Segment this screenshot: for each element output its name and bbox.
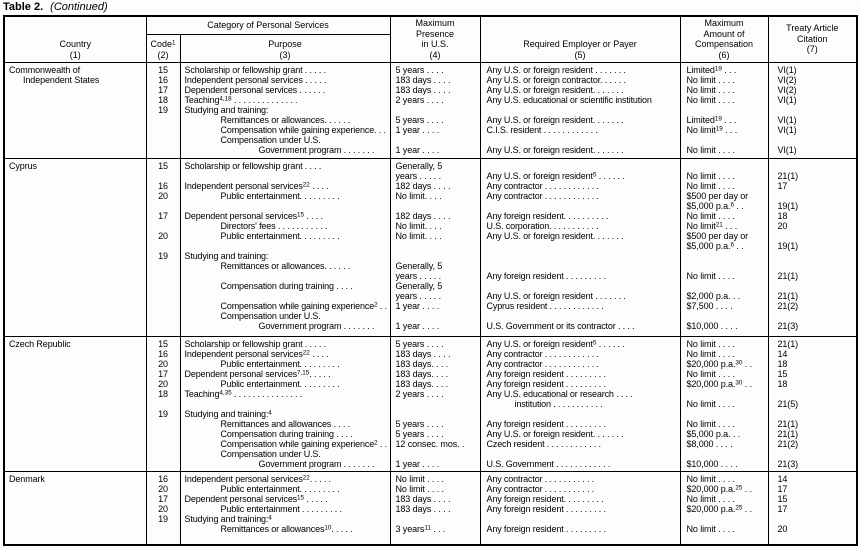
citation-cell: 21(1) (768, 271, 857, 281)
citation-cell (768, 159, 857, 172)
header-purpose: Purpose (3) (180, 35, 390, 63)
code-cell (146, 419, 180, 429)
purpose-cell: Studying and training: (180, 105, 390, 115)
code-cell (146, 399, 180, 409)
compensation-cell (680, 409, 768, 419)
presence-cell (390, 399, 480, 409)
purpose-cell: Studying and training:$^4$ (180, 514, 390, 524)
payer-cell (480, 135, 680, 145)
payer-cell: Any contractor . . . . . . . . . . . . (480, 191, 680, 201)
payer-cell (480, 159, 680, 172)
presence-cell: 183 days . . . . (390, 494, 480, 504)
presence-cell: No limit. . . . (390, 221, 480, 231)
citation-cell: 19(1) (768, 241, 857, 251)
code-cell (146, 261, 180, 271)
code-cell: 15 (146, 337, 180, 350)
citation-cell: VI(2) (768, 85, 857, 95)
code-cell: 19 (146, 251, 180, 261)
citation-cell: 14 (768, 472, 857, 485)
table-title-number: Table 2. (3, 1, 44, 13)
citation-cell: 21(1) (768, 291, 857, 301)
citation-cell: 17 (768, 181, 857, 191)
payer-cell (480, 281, 680, 291)
compensation-cell: $5,000 p.a.$^6$ . . (680, 241, 768, 251)
presence-cell: 5 years . . . . (390, 419, 480, 429)
payer-cell: Any U.S. or foreign resident . . . . . . . (480, 63, 680, 76)
compensation-cell: No limit . . . . (680, 419, 768, 429)
payer-cell: Any foreign resident . . . . . . . . . (480, 379, 680, 389)
header-presence: Maximum Presence in U.S. (4) (390, 16, 480, 63)
compensation-cell: No limit . . . . (680, 369, 768, 379)
purpose-cell: Directors' fees . . . . . . . . . . . (180, 221, 390, 231)
compensation-cell (680, 135, 768, 145)
table-title-continued: (Continued) (50, 1, 108, 13)
purpose-cell: Public entertainment. . . . . . . . . (180, 484, 390, 494)
citation-cell: 21(2) (768, 301, 857, 311)
country-cell: Czech Republic (4, 337, 146, 472)
citation-cell (768, 389, 857, 399)
compensation-cell: $500 per day or (680, 191, 768, 201)
compensation-cell (680, 514, 768, 524)
payer-cell: Any U.S. or foreign resident. . . . . . . (480, 231, 680, 241)
payer-cell: Any U.S. educational or scientific institution (480, 95, 680, 105)
compensation-cell: No limit . . . . (680, 337, 768, 350)
presence-cell: 183 days . . . . (390, 504, 480, 514)
code-cell: 15 (146, 159, 180, 172)
treaty-table (3, 15, 858, 546)
purpose-cell: Scholarship or fellowship grant . . . . . (180, 337, 390, 350)
code-cell (146, 201, 180, 211)
header-payer: Required Employer or Payer (5) (480, 16, 680, 63)
compensation-cell: $20,000 p.a.$^{30}$ . . (680, 359, 768, 369)
compensation-cell: $2,000 p.a. . . (680, 291, 768, 301)
compensation-cell (680, 311, 768, 321)
code-cell (146, 449, 180, 459)
citation-cell (768, 105, 857, 115)
code-cell (146, 171, 180, 181)
header-treaty: Treaty Article Citation (7) (768, 16, 857, 63)
code-cell (146, 271, 180, 281)
code-cell: 17 (146, 211, 180, 221)
code-cell: 19 (146, 105, 180, 115)
compensation-cell: $7,500 . . . . (680, 301, 768, 311)
citation-cell: 18 (768, 211, 857, 221)
payer-cell: Any U.S. or foreign contractor. . . . . . (480, 75, 680, 85)
citation-cell: VI(1) (768, 63, 857, 76)
compensation-cell: $20,000 p.a.$^{25}$ . . (680, 504, 768, 514)
code-cell (146, 281, 180, 291)
purpose-cell: Independent personal services$^{22}$. . . . . (180, 472, 390, 485)
header-country: Country (1) (4, 16, 146, 63)
purpose-cell: Remittances or allowances. . . . . . (180, 115, 390, 125)
presence-cell: 183 days . . . . (390, 85, 480, 95)
payer-cell: Any U.S. or foreign resident. . . . . . . (480, 115, 680, 125)
citation-cell (768, 409, 857, 419)
code-cell (146, 221, 180, 231)
presence-cell: 1 year . . . . (390, 125, 480, 135)
payer-cell: Cyprus resident . . . . . . . . . . . . (480, 301, 680, 311)
country-cell: Commonwealth of Independent States (4, 63, 146, 159)
header-compensation: Maximum Amount of Compensation (6) (680, 16, 768, 63)
purpose-cell: Public entertainment. . . . . . . . . (180, 359, 390, 369)
purpose-cell: Dependent personal services$^{15}$ . . . . . (180, 494, 390, 504)
table-row (4, 472, 857, 485)
payer-cell: Any foreign resident . . . . . . . . . (480, 419, 680, 429)
citation-cell (768, 449, 857, 459)
citation-cell: 18 (768, 359, 857, 369)
table-body (4, 63, 857, 546)
purpose-cell: Studying and training: (180, 251, 390, 261)
citation-cell: VI(1) (768, 115, 857, 125)
presence-cell: years . . . . . (390, 171, 480, 181)
code-cell: 18 (146, 95, 180, 105)
header-category: Category of Personal Services (146, 16, 390, 35)
presence-cell: Generally, 5 (390, 159, 480, 172)
purpose-cell: Compensation while gaining experience. . . (180, 125, 390, 135)
presence-cell (390, 135, 480, 145)
presence-cell: No limit. . . . (390, 231, 480, 241)
payer-cell: institution . . . . . . . . . . . (480, 399, 680, 409)
presence-cell: years . . . . . (390, 291, 480, 301)
compensation-cell (680, 105, 768, 115)
payer-cell: Any U.S. or foreign resident$^5$ . . . . . . (480, 171, 680, 181)
citation-cell: VI(1) (768, 95, 857, 105)
payer-cell: Any foreign resident . . . . . . . . . (480, 524, 680, 545)
purpose-cell: Compensation during training . . . . (180, 281, 390, 291)
code-cell: 19 (146, 409, 180, 419)
presence-cell: No limit . . . . (390, 484, 480, 494)
citation-cell: 18 (768, 379, 857, 389)
compensation-cell: No limit . . . . (680, 181, 768, 191)
compensation-cell: No limit . . . . (680, 349, 768, 359)
citation-cell: 21(3) (768, 459, 857, 472)
purpose-cell (180, 271, 390, 281)
payer-cell: Any foreign resident . . . . . . . . . (480, 271, 680, 281)
presence-cell: 183 days. . . . (390, 369, 480, 379)
presence-cell: 5 years . . . . (390, 337, 480, 350)
header-code: Code$^1$ (2) (146, 35, 180, 63)
payer-cell: Any U.S. or foreign resident . . . . . . . (480, 291, 680, 301)
citation-cell (768, 261, 857, 271)
purpose-cell (180, 241, 390, 251)
citation-cell (768, 191, 857, 201)
payer-cell (480, 105, 680, 115)
code-cell (146, 321, 180, 337)
presence-cell (390, 409, 480, 419)
presence-cell: 1 year . . . . (390, 301, 480, 311)
compensation-cell (680, 261, 768, 271)
presence-cell: years . . . . . (390, 271, 480, 281)
presence-cell: 3 years$^{11}$ . . . (390, 524, 480, 545)
presence-cell: 1 year . . . . (390, 145, 480, 159)
compensation-cell (680, 251, 768, 261)
code-cell (146, 135, 180, 145)
presence-cell (390, 251, 480, 261)
payer-cell: Any foreign resident . . . . . . . . . (480, 369, 680, 379)
code-cell (146, 439, 180, 449)
presence-cell: 182 days . . . . (390, 211, 480, 221)
compensation-cell: No limit$^{19}$ . . . (680, 125, 768, 135)
table-row (4, 63, 857, 76)
compensation-cell: $5,000 p.a.$^6$ . . (680, 201, 768, 211)
compensation-cell: No limit . . . . (680, 95, 768, 105)
purpose-cell: Compensation during training . . . . (180, 429, 390, 439)
compensation-cell: No limit . . . . (680, 85, 768, 95)
presence-cell: 12 consec. mos. . (390, 439, 480, 449)
purpose-cell (180, 399, 390, 409)
compensation-cell (680, 449, 768, 459)
purpose-cell: Public entertainment. . . . . . . . . (180, 191, 390, 201)
code-cell: 16 (146, 472, 180, 485)
compensation-cell: No limit . . . . (680, 271, 768, 281)
purpose-cell: Compensation while gaining experience$^2$ . . (180, 439, 390, 449)
payer-cell: U.S. corporation. . . . . . . . . . . (480, 221, 680, 231)
presence-cell: Generally, 5 (390, 261, 480, 271)
code-cell: 16 (146, 75, 180, 85)
presence-cell: 183 days . . . . (390, 349, 480, 359)
citation-cell (768, 311, 857, 321)
purpose-cell (180, 201, 390, 211)
payer-cell: Any U.S. or foreign resident. . . . . . . (480, 85, 680, 95)
presence-cell: No limit. . . . (390, 191, 480, 201)
code-cell: 18 (146, 389, 180, 399)
citation-cell: 19(1) (768, 201, 857, 211)
compensation-cell: Limited$^{19}$ . . . (680, 115, 768, 125)
purpose-cell: Government program . . . . . . . (180, 459, 390, 472)
purpose-cell: Compensation under U.S. (180, 311, 390, 321)
citation-cell (768, 514, 857, 524)
citation-cell (768, 251, 857, 261)
table-row (4, 159, 857, 172)
purpose-cell: Compensation under U.S. (180, 449, 390, 459)
purpose-cell (180, 291, 390, 301)
presence-cell: 183 days. . . . (390, 379, 480, 389)
citation-cell: 14 (768, 349, 857, 359)
code-cell (146, 311, 180, 321)
compensation-cell: No limit . . . . (680, 171, 768, 181)
code-cell: 20 (146, 484, 180, 494)
presence-cell (390, 514, 480, 524)
code-cell: 20 (146, 359, 180, 369)
payer-cell: Any U.S. or foreign resident. . . . . . . (480, 145, 680, 159)
payer-cell: Any contractor . . . . . . . . . . . (480, 484, 680, 494)
table-title (3, 1, 108, 13)
citation-cell: VI(1) (768, 125, 857, 135)
payer-cell: Any contractor . . . . . . . . . . . . (480, 359, 680, 369)
citation-cell: 21(1) (768, 429, 857, 439)
citation-cell: 15 (768, 369, 857, 379)
presence-cell: 2 years . . . . (390, 95, 480, 105)
compensation-cell: Limited$^{19}$ . . . (680, 63, 768, 76)
payer-cell: U.S. Government . . . . . . . . . . . . (480, 459, 680, 472)
presence-cell (390, 201, 480, 211)
presence-cell: No limit . . . . (390, 472, 480, 485)
purpose-cell: Remittances or allowances. . . . . . (180, 261, 390, 271)
purpose-cell: Public entertainment. . . . . . . . . (180, 231, 390, 241)
code-cell (146, 145, 180, 159)
citation-cell: 15 (768, 494, 857, 504)
payer-cell (480, 514, 680, 524)
table-row (4, 337, 857, 350)
payer-cell: Any U.S. or foreign resident. . . . . . . (480, 429, 680, 439)
purpose-cell: Remittances and allowances . . . . (180, 419, 390, 429)
citation-cell: VI(1) (768, 145, 857, 159)
purpose-cell: Dependent personal services . . . . . . (180, 85, 390, 95)
citation-cell: 21(1) (768, 419, 857, 429)
purpose-cell: Scholarship or fellowship grant . . . . . (180, 63, 390, 76)
code-cell (146, 524, 180, 545)
compensation-cell: $500 per day or (680, 231, 768, 241)
code-cell: 19 (146, 514, 180, 524)
payer-cell: Any foreign resident . . . . . . . . . (480, 504, 680, 514)
compensation-cell: No limit . . . . (680, 472, 768, 485)
presence-cell: 183 days . . . . (390, 75, 480, 85)
purpose-cell: Public entertainment . . . . . . . . . (180, 504, 390, 514)
payer-cell (480, 241, 680, 251)
citation-cell (768, 231, 857, 241)
citation-cell: VI(2) (768, 75, 857, 85)
purpose-cell (180, 171, 390, 181)
citation-cell: 21(1) (768, 171, 857, 181)
presence-cell (390, 449, 480, 459)
purpose-cell: Studying and training:$^4$ (180, 409, 390, 419)
citation-cell: 17 (768, 484, 857, 494)
payer-cell: Any contractor . . . . . . . . . . . . (480, 349, 680, 359)
presence-cell: 183 days. . . . (390, 359, 480, 369)
purpose-cell: Teaching$^{4,35}$ . . . . . . . . . . . . . . . (180, 389, 390, 399)
citation-cell: 21(3) (768, 321, 857, 337)
compensation-cell: No limit . . . . (680, 524, 768, 545)
presence-cell: 2 years . . . . (390, 389, 480, 399)
code-cell: 16 (146, 181, 180, 191)
payer-cell (480, 409, 680, 419)
presence-cell: 5 years . . . . (390, 429, 480, 439)
purpose-cell: Independent personal services$^{22}$ . . . . (180, 181, 390, 191)
citation-cell (768, 281, 857, 291)
payer-cell (480, 251, 680, 261)
code-cell: 20 (146, 231, 180, 241)
purpose-cell: Compensation under U.S. (180, 135, 390, 145)
purpose-cell: Dependent personal services$^{15}$ . . . . (180, 211, 390, 221)
payer-cell: Any contractor . . . . . . . . . . . . (480, 181, 680, 191)
purpose-cell: Independent personal services$^{22}$ . . . . (180, 349, 390, 359)
code-cell (146, 301, 180, 311)
payer-cell (480, 201, 680, 211)
code-cell: 20 (146, 191, 180, 201)
payer-cell: Any U.S. educational or research . . . . (480, 389, 680, 399)
citation-cell: 20 (768, 221, 857, 231)
citation-cell: 17 (768, 504, 857, 514)
code-cell: 17 (146, 85, 180, 95)
presence-cell: 182 days . . . . (390, 181, 480, 191)
purpose-cell: Public entertainment. . . . . . . . . (180, 379, 390, 389)
purpose-cell: Government program . . . . . . . (180, 321, 390, 337)
purpose-cell: Independent personal services . . . . . (180, 75, 390, 85)
country-cell: Cyprus (4, 159, 146, 337)
presence-cell (390, 241, 480, 251)
code-cell (146, 241, 180, 251)
compensation-cell: No limit . . . . (680, 75, 768, 85)
compensation-cell (680, 159, 768, 172)
presence-cell: 1 year . . . . (390, 459, 480, 472)
code-cell: 20 (146, 379, 180, 389)
compensation-cell: $20,000 p.a.$^{30}$ . . (680, 379, 768, 389)
payer-cell: Any foreign resident. . . . . . . . . . (480, 211, 680, 221)
purpose-cell: Teaching$^{4,18}$ . . . . . . . . . . . . . . (180, 95, 390, 105)
compensation-cell: No limit . . . . (680, 399, 768, 409)
table-header (4, 16, 857, 63)
compensation-cell: No limit . . . . (680, 211, 768, 221)
compensation-cell: $5,000 p.a. . . (680, 429, 768, 439)
payer-cell: Any foreign resident. . . . . . . . . (480, 494, 680, 504)
presence-cell: Generally, 5 (390, 281, 480, 291)
code-cell: 15 (146, 63, 180, 76)
payer-cell: U.S. Government or its contractor . . . . (480, 321, 680, 337)
country-cell: Denmark (4, 472, 146, 546)
presence-cell (390, 105, 480, 115)
compensation-cell: No limit . . . . (680, 494, 768, 504)
code-cell (146, 125, 180, 135)
payer-cell (480, 261, 680, 271)
purpose-cell: Remittances or allowances$^{10}$. . . . . (180, 524, 390, 545)
payer-cell: Czech resident . . . . . . . . . . . . (480, 439, 680, 449)
presence-cell: 5 years . . . . (390, 115, 480, 125)
citation-cell: 21(5) (768, 399, 857, 409)
code-cell (146, 115, 180, 125)
compensation-cell: $10,000 . . . . (680, 321, 768, 337)
purpose-cell: Dependent personal services$^{7,15}$. . . . . (180, 369, 390, 379)
code-cell (146, 459, 180, 472)
payer-cell: Any contractor . . . . . . . . . . . (480, 472, 680, 485)
compensation-cell: $20,000 p.a.$^{25}$ . . (680, 484, 768, 494)
payer-cell: C.I.S. resident . . . . . . . . . . . . (480, 125, 680, 135)
citation-cell: 21(1) (768, 337, 857, 350)
presence-cell: 5 years . . . . (390, 63, 480, 76)
code-cell: 20 (146, 504, 180, 514)
payer-cell (480, 449, 680, 459)
purpose-cell: Government program . . . . . . . (180, 145, 390, 159)
compensation-cell: $8,000 . . . . (680, 439, 768, 449)
compensation-cell: No limit$^{21}$ . . . (680, 221, 768, 231)
compensation-cell (680, 389, 768, 399)
citation-cell: 21(2) (768, 439, 857, 449)
code-cell: 16 (146, 349, 180, 359)
payer-cell: Any U.S. or foreign resident$^5$ . . . . . . (480, 337, 680, 350)
code-cell: 17 (146, 494, 180, 504)
code-cell (146, 429, 180, 439)
compensation-cell (680, 281, 768, 291)
presence-cell (390, 311, 480, 321)
payer-cell (480, 311, 680, 321)
compensation-cell: No limit . . . . (680, 145, 768, 159)
citation-cell: 20 (768, 524, 857, 545)
presence-cell: 1 year . . . . (390, 321, 480, 337)
code-cell (146, 291, 180, 301)
compensation-cell: $10,000 . . . . (680, 459, 768, 472)
citation-cell (768, 135, 857, 145)
purpose-cell: Compensation while gaining experience$^2$ . . (180, 301, 390, 311)
purpose-cell: Scholarship or fellowship grant . . . . (180, 159, 390, 172)
code-cell: 17 (146, 369, 180, 379)
